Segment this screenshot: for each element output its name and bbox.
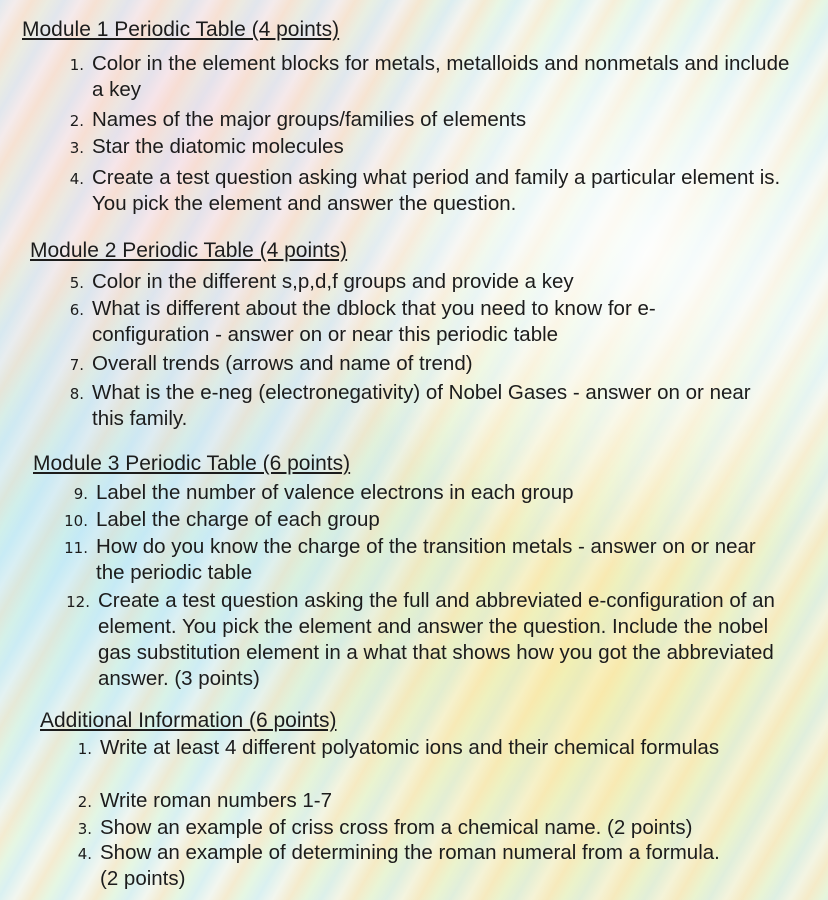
- item-text: What is different about the dblock that you need to know for e-configuration - answer on or near this periodic table: [92, 297, 656, 346]
- item-number: 10.: [64, 512, 88, 530]
- item-number: 1.: [69, 56, 84, 74]
- item-number: 6.: [69, 301, 84, 319]
- item-number: 9.: [73, 485, 88, 503]
- module3-heading: Module 3 Periodic Table (6 points): [33, 452, 351, 475]
- item-number: 8.: [69, 385, 84, 403]
- additional-heading: Additional Information (6 points): [40, 709, 337, 732]
- item-number: 11.: [64, 539, 88, 557]
- item-number: 1.: [77, 740, 92, 758]
- item-number: 4.: [69, 170, 84, 188]
- item-text: Star the diatomic molecules: [92, 135, 344, 158]
- item-text: Show an example of criss cross from a chemical name. (2 points): [100, 816, 693, 839]
- item-number: 4.: [77, 845, 92, 863]
- item-text: Overall trends (arrows and name of trend): [92, 352, 473, 375]
- item-number: 12.: [66, 593, 90, 611]
- item-text: Label the number of valence electrons in each group: [96, 481, 574, 504]
- item-text: Show an example of determining the roman numeral from a formula. (2 points): [100, 841, 720, 890]
- item-number: 5.: [69, 274, 84, 292]
- item-text: Create a test question asking what period and family a particular element is. You pick the element and answer the question.: [92, 166, 781, 215]
- item-number: 2.: [77, 793, 92, 811]
- item-number: 3.: [69, 139, 84, 157]
- item-text: Create a test question asking the full and abbreviated e-configuration of an element. You pick the element and answer the question. Include the nobel gas substitution element in a what that shows how you got the abbreviated answer. (3 points): [98, 589, 775, 690]
- item-text: Label the charge of each group: [96, 508, 380, 531]
- module1-heading: Module 1 Periodic Table (4 points): [22, 18, 340, 41]
- item-text: Color in the different s,p,d,f groups and provide a key: [92, 270, 574, 293]
- item-text: Write at least 4 different polyatomic ions and their chemical formulas: [100, 736, 720, 759]
- item-text: How do you know the charge of the transition metals - answer on or near the periodic table: [96, 535, 756, 584]
- item-number: 2.: [69, 112, 84, 130]
- item-text: What is the e-neg (electronegativity) of Nobel Gases - answer on or near this family.: [92, 381, 751, 430]
- item-number: 3.: [77, 820, 92, 838]
- item-text: Names of the major groups/families of elements: [92, 108, 527, 131]
- module2-heading: Module 2 Periodic Table (4 points): [30, 239, 348, 262]
- item-number: 7.: [69, 356, 84, 374]
- item-text: Color in the element blocks for metals, metalloids and nonmetals and include a key: [92, 52, 790, 101]
- item-text: Write roman numbers 1-7: [100, 789, 333, 812]
